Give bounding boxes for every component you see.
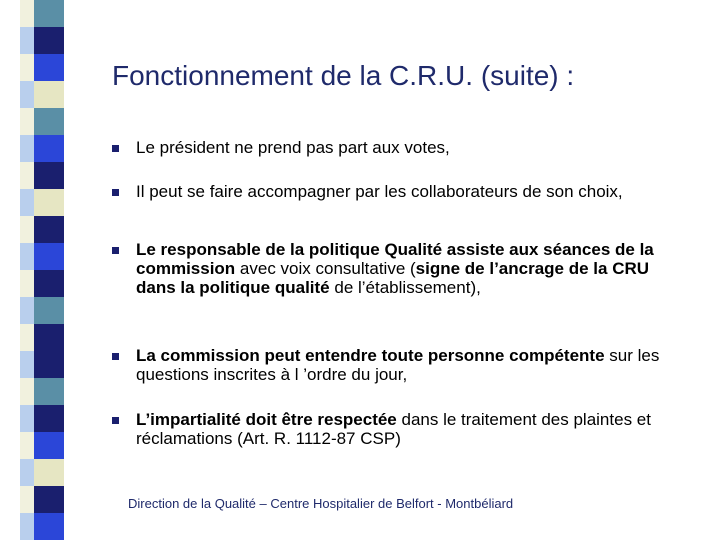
stripe-block	[20, 27, 34, 54]
stripe-block	[34, 135, 64, 162]
square-bullet-icon	[112, 145, 119, 152]
text-segment: avec voix consultative (	[235, 259, 416, 278]
bold-text-segment: signe de l’ancrage de la CRU dans la politique qualité	[136, 259, 650, 297]
stripe-block	[20, 486, 34, 513]
stripe-block	[34, 432, 64, 459]
stripe-block	[34, 27, 64, 54]
stripe-block	[20, 135, 34, 162]
bold-text-segment: La commission peut entendre toute personne compétente	[136, 346, 605, 365]
stripe-block	[20, 162, 34, 189]
stripe-block	[34, 378, 64, 405]
stripe-block	[34, 459, 64, 486]
stripe-block	[34, 486, 64, 513]
text-segment: Le président ne prend pas part aux votes,	[136, 138, 450, 157]
stripe-block	[20, 81, 34, 108]
stripe-block	[20, 378, 34, 405]
stripe-block	[20, 459, 34, 486]
stripe-block	[34, 216, 64, 243]
stripe-block	[20, 216, 34, 243]
bullet-text	[136, 138, 666, 157]
stripe-block	[34, 405, 64, 432]
text-segment: Il peut se faire accompagner par les collaborateurs de son choix,	[136, 182, 623, 201]
stripe-block	[34, 0, 64, 27]
bullet-text	[136, 410, 666, 448]
stripe-block	[34, 513, 64, 540]
stripe-block	[20, 324, 34, 351]
stripe-block	[20, 513, 34, 540]
stripe-block	[34, 351, 64, 378]
stripe-block	[34, 189, 64, 216]
square-bullet-icon	[112, 353, 119, 360]
stripe-block	[20, 351, 34, 378]
stripe-block	[34, 162, 64, 189]
stripe-block	[20, 243, 34, 270]
square-bullet-icon	[112, 189, 119, 196]
square-bullet-icon	[112, 247, 119, 254]
stripe-block	[34, 54, 64, 81]
stripe-block	[34, 243, 64, 270]
stripe-block	[20, 54, 34, 81]
bullet-text	[136, 240, 666, 297]
stripe-block	[34, 270, 64, 297]
stripe-block	[34, 81, 64, 108]
bold-text-segment: L’impartialité doit être respectée	[136, 410, 397, 429]
stripe-block	[34, 108, 64, 135]
stripe-block	[20, 432, 34, 459]
text-segment: de l’établissement),	[329, 278, 481, 297]
bold-text-segment: Le responsable de la politique Qualité assiste aux séances de la commission	[136, 240, 654, 278]
stripe-block	[20, 108, 34, 135]
bullet-text	[136, 182, 666, 201]
stripe-block	[20, 0, 34, 27]
text-segment: sur les questions inscrites à l ’ordre du jour,	[136, 346, 660, 384]
stripe-block	[34, 297, 64, 324]
slide-title: Fonctionnement de la C.R.U. (suite) :	[112, 60, 575, 91]
stripe-block	[20, 297, 34, 324]
stripe-block	[20, 189, 34, 216]
stripe-block	[34, 324, 64, 351]
stripe-block	[20, 405, 34, 432]
stripe-block	[20, 270, 34, 297]
square-bullet-icon	[112, 417, 119, 424]
footer-text: Direction de la Qualité – Centre Hospitalier de Belfort - Montbéliard	[128, 496, 514, 511]
bullet-text	[136, 346, 666, 384]
text-segment: dans le traitement des plaintes et réclamations (Art. R. 1112-87 CSP)	[136, 410, 651, 448]
decorative-color-stripe	[0, 0, 68, 540]
